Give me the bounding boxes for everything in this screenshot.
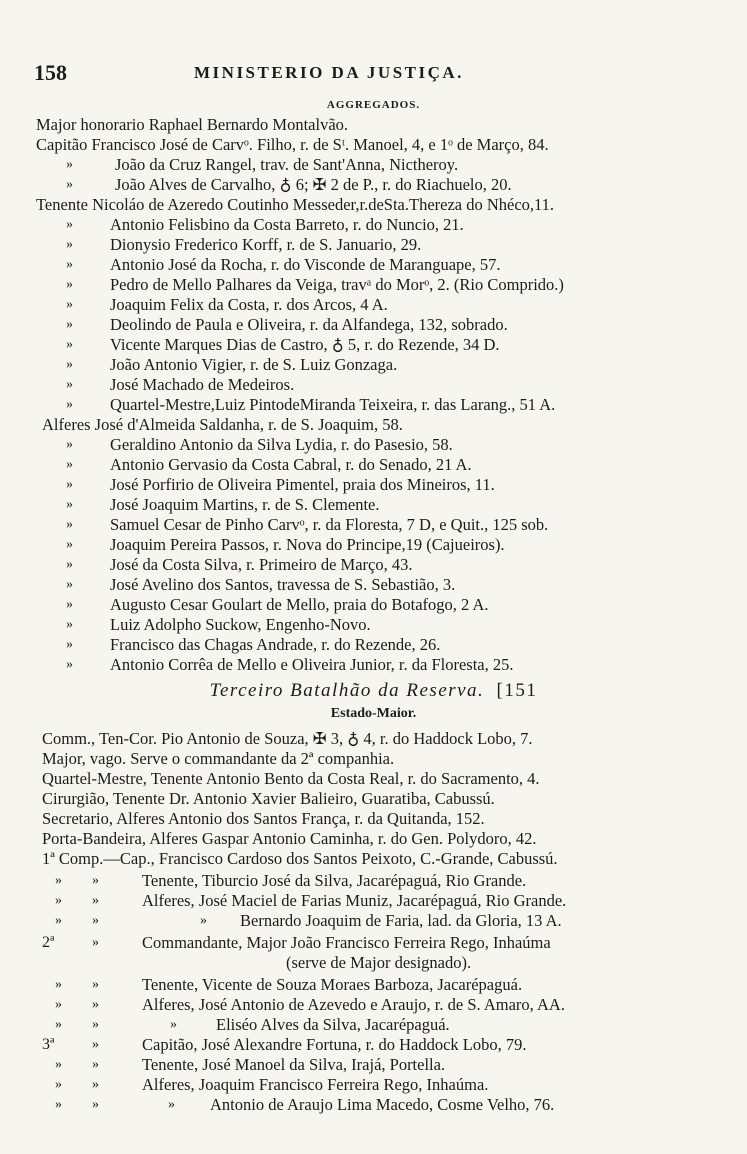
ditto-mark: » <box>66 477 73 492</box>
ditto-mark: » <box>55 913 62 928</box>
ditto-mark: » <box>66 457 73 472</box>
list-item: 1ª Comp.—Cap., Francisco Cardoso dos Santos Peixoto, C.-Grande, Cabussú. <box>42 849 558 868</box>
list-item: Luiz Adolpho Suckow, Engenho-Novo. <box>110 615 371 634</box>
heading-estado-maior: Estado-Maior. <box>330 706 417 721</box>
ditto-mark: » <box>92 1077 99 1092</box>
ditto-mark: » <box>92 913 99 928</box>
ditto-mark: » <box>170 1017 177 1032</box>
ditto-mark: » <box>66 437 73 452</box>
company-number: 2ª <box>42 934 55 951</box>
ditto-mark: » <box>55 893 62 908</box>
heading-aggregados: AGGREGADOS. <box>326 99 421 111</box>
ditto-mark: » <box>66 357 73 372</box>
ditto-mark: » <box>66 277 73 292</box>
list-item: Antonio de Araujo Lima Macedo, Cosme Velho, 76. <box>210 1095 555 1114</box>
ditto-mark: » <box>66 637 73 652</box>
list-item: José Joaquim Martins, r. de S. Clemente. <box>110 495 380 514</box>
list-item: João Antonio Vigier, r. de S. Luiz Gonzaga. <box>110 355 398 374</box>
ditto-mark: » <box>92 873 99 888</box>
ditto-mark: » <box>92 893 99 908</box>
ditto-mark: » <box>92 1017 99 1032</box>
ditto-mark: » <box>200 913 207 928</box>
ditto-mark: » <box>92 935 99 950</box>
list-item: Alferes, José Antonio de Azevedo e Araujo, r. de S. Amaro, AA. <box>142 995 565 1014</box>
ditto-mark: » <box>55 1057 62 1072</box>
list-item: Antonio José da Rocha, r. do Visconde de Maranguape, 57. <box>110 255 501 274</box>
ditto-mark: » <box>66 617 73 632</box>
list-item: Alferes José d'Almeida Saldanha, r. de S. Joaquim, 58. <box>42 415 403 434</box>
list-item: Quartel-Mestre,Luiz PintodeMiranda Teixeira, r. das Larang., 51 A. <box>110 395 556 414</box>
ditto-mark: » <box>92 1057 99 1072</box>
ditto-mark: » <box>66 577 73 592</box>
list-item: Antonio Gervasio da Costa Cabral, r. do Senado, 21 A. <box>110 455 472 474</box>
ditto-mark: » <box>66 517 73 532</box>
list-item: Capitão, José Alexandre Fortuna, r. do Haddock Lobo, 79. <box>142 1035 527 1054</box>
ditto-mark: » <box>66 337 73 352</box>
list-item: José da Costa Silva, r. Primeiro de Março, 43. <box>110 555 413 574</box>
list-item: Eliséo Alves da Silva, Jacarépaguá. <box>216 1015 450 1034</box>
list-item: Deolindo de Paula e Oliveira, r. da Alfandega, 132, sobrado. <box>110 315 508 334</box>
ditto-mark: » <box>92 977 99 992</box>
list-item: Bernardo Joaquim de Faria, lad. da Gloria, 13 A. <box>240 911 562 930</box>
list-item: Major honorario Raphael Bernardo Montalvão. <box>36 115 349 134</box>
ditto-mark: » <box>66 157 73 172</box>
ditto-mark: » <box>55 977 62 992</box>
list-item: José Porfirio de Oliveira Pimentel, praia dos Mineiros, 11. <box>110 475 495 494</box>
section-title <box>0 680 747 702</box>
ditto-mark: » <box>66 557 73 572</box>
list-item: Dionysio Frederico Korff, r. de S. Januario, 29. <box>110 235 422 254</box>
list-item: Alferes, José Maciel de Farias Muniz, Jacarépaguá, Rio Grande. <box>142 891 567 910</box>
ditto-mark: » <box>66 537 73 552</box>
list-item: Commandante, Major João Francisco Ferreira Rego, Inhaúma <box>142 933 551 952</box>
list-item: João da Cruz Rangel, trav. de Sant'Anna, Nictheroy. <box>115 155 459 174</box>
list-item: Major, vago. Serve o commandante da 2ª companhia. <box>42 749 395 768</box>
ditto-mark: » <box>66 397 73 412</box>
list-item: Tenente Nicoláo de Azeredo Coutinho Messeder,r.deSta.Thereza do Nhéco,11. <box>36 195 555 214</box>
ditto-mark: » <box>92 1097 99 1112</box>
company-number: 3ª <box>42 1036 55 1053</box>
ditto-mark: » <box>92 997 99 1012</box>
list-item: Alferes, Joaquim Francisco Ferreira Rego, Inhaúma. <box>142 1075 489 1094</box>
list-item: Comm., Ten-Cor. Pio Antonio de Souza, ✠ 3, ♁ 4, r. do Haddock Lobo, 7. <box>42 729 533 748</box>
ditto-mark: » <box>55 1097 62 1112</box>
list-item: Pedro de Mello Palhares da Veiga, travᵃ do Morᵒ, 2. (Rio Comprido.) <box>110 275 564 294</box>
list-item: Samuel Cesar de Pinho Carvᵒ, r. da Floresta, 7 D, e Quit., 125 sob. <box>110 515 549 534</box>
list-item: Secretario, Alferes Antonio dos Santos França, r. da Quitanda, 152. <box>42 809 485 828</box>
ditto-mark: » <box>66 237 73 252</box>
ditto-mark: » <box>66 257 73 272</box>
section-reference: [151 <box>496 680 538 701</box>
list-item: (serve de Major designado). <box>286 953 472 972</box>
ditto-mark: » <box>66 177 73 192</box>
list-item: Tenente, Tiburcio José da Silva, Jacarépaguá, Rio Grande. <box>142 871 527 890</box>
ditto-mark: » <box>168 1097 175 1112</box>
ditto-mark: » <box>66 497 73 512</box>
ditto-mark: » <box>66 217 73 232</box>
list-item: Quartel-Mestre, Tenente Antonio Bento da Costa Real, r. do Sacramento, 4. <box>42 769 540 788</box>
list-item: Tenente, Vicente de Souza Moraes Barboza, Jacarépaguá. <box>142 975 523 994</box>
ditto-mark: » <box>66 317 73 332</box>
list-item: Geraldino Antonio da Silva Lydia, r. do Pasesio, 58. <box>110 435 453 454</box>
list-item: Vicente Marques Dias de Castro, ♁ 5, r. do Rezende, 34 D. <box>110 335 500 354</box>
ditto-mark: » <box>55 873 62 888</box>
list-item: Porta-Bandeira, Alferes Gaspar Antonio Caminha, r. do Gen. Polydoro, 42. <box>42 829 537 848</box>
list-item: José Machado de Medeiros. <box>110 375 295 394</box>
list-item: Antonio Felisbino da Costa Barreto, r. do Nuncio, 21. <box>110 215 464 234</box>
ditto-mark: » <box>66 597 73 612</box>
list-item: Tenente, José Manoel da Silva, Irajá, Portella. <box>142 1055 446 1074</box>
list-item: Antonio Corrêa de Mello e Oliveira Junior, r. da Floresta, 25. <box>110 655 514 674</box>
list-item: Joaquim Pereira Passos, r. Nova do Principe,19 (Cajueiros). <box>110 535 505 554</box>
ditto-mark: » <box>55 1077 62 1092</box>
ditto-mark: » <box>55 1017 62 1032</box>
ditto-mark: » <box>66 377 73 392</box>
running-title: MINISTERIO DA JUSTIÇA. <box>194 63 464 82</box>
page-header <box>34 60 694 84</box>
list-item: Joaquim Felix da Costa, r. dos Arcos, 4 A. <box>110 295 388 314</box>
ditto-mark: » <box>66 657 73 672</box>
ditto-mark: » <box>66 297 73 312</box>
list-item: José Avelino dos Santos, travessa de S. Sebastião, 3. <box>110 575 456 594</box>
page-number: 158 <box>34 60 67 85</box>
list-item: João Alves de Carvalho, ♁ 6; ✠ 2 de P., r. do Riachuelo, 20. <box>115 175 512 194</box>
list-item: Cirurgião, Tenente Dr. Antonio Xavier Balieiro, Guaratiba, Cabussú. <box>42 789 495 808</box>
ditto-mark: » <box>92 1037 99 1052</box>
ditto-mark: » <box>55 997 62 1012</box>
list-item: Capitão Francisco José de Carvᵒ. Filho, r. de Sᵗ. Manoel, 4, e 1ᵒ de Março, 84. <box>36 135 549 154</box>
list-item: Francisco das Chagas Andrade, r. do Rezende, 26. <box>110 635 441 654</box>
list-item: Augusto Cesar Goulart de Mello, praia do Botafogo, 2 A. <box>110 595 489 614</box>
section-title-text: Terceiro Batalhão da Reserva. <box>209 680 485 701</box>
